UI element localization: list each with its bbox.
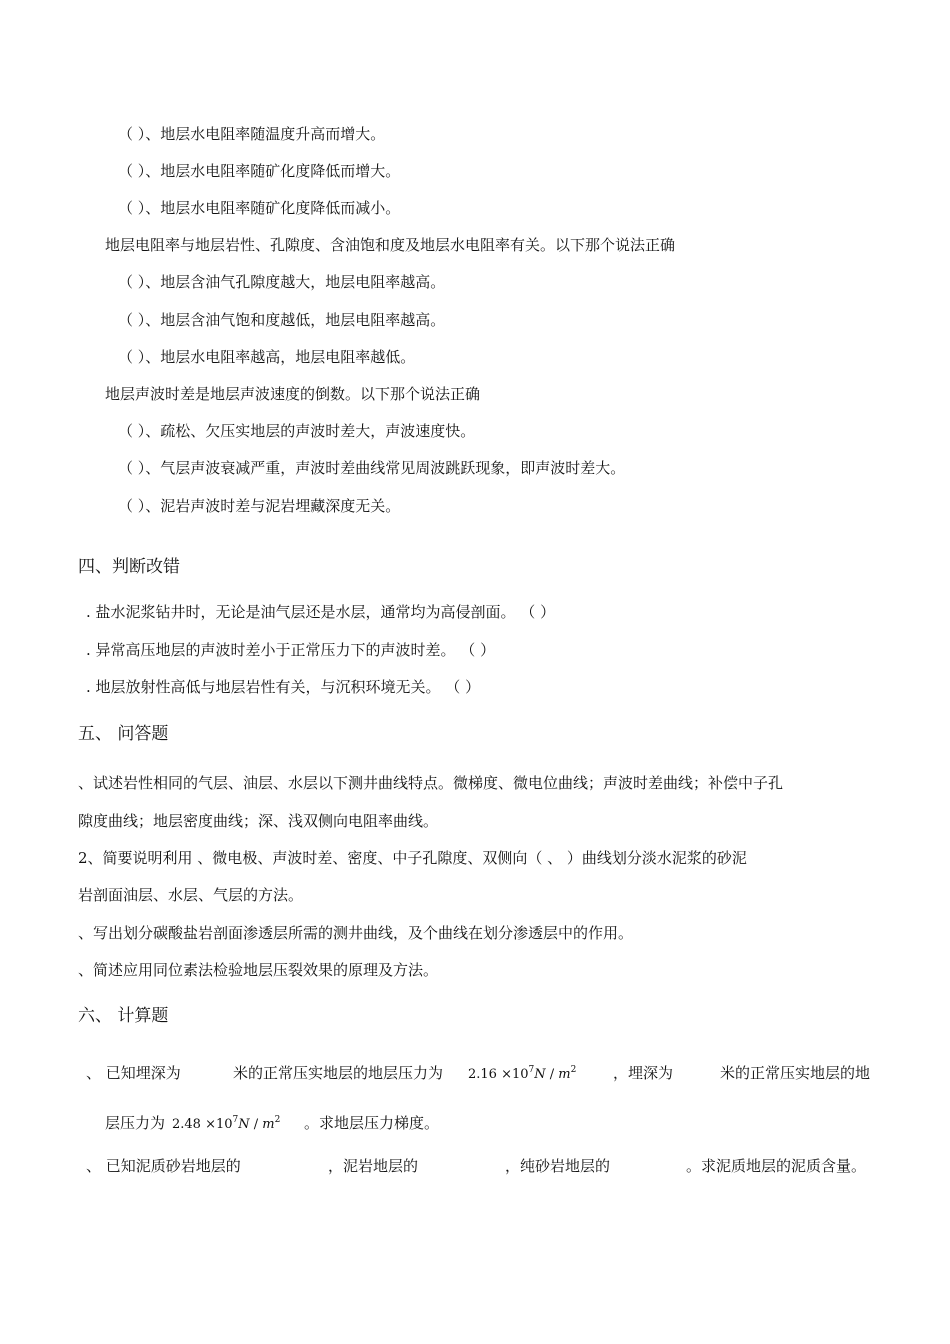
q3-option-2: （ ）、气层声波衰减严重，声波时差曲线常见周波跳跃现象，即声波时差大。 — [118, 459, 626, 477]
formula-unit-m: m — [262, 1117, 275, 1132]
calc-q2-mid1: ，泥岩地层的 — [328, 1157, 419, 1175]
q2-option-3: （ ）、地层水电阻率越高，地层电阻率越低。 — [118, 348, 416, 366]
q1-option-2: （ ）、地层水电阻率随矿化度降低而增大。 — [118, 162, 401, 180]
calc-q1-formula-2 — [172, 1113, 280, 1136]
formula-slash: / — [545, 1067, 559, 1082]
calc-q1-line2-prefix: 层压力为 — [105, 1114, 166, 1132]
section5-q4: 、简述应用同位素法检验地层压裂效果的原理及方法。 — [78, 961, 439, 979]
formula-unit-n: N — [534, 1067, 546, 1082]
calc-q1-text: 米的正常压实地层的地层压力为 — [233, 1064, 444, 1082]
section4-item-1: . 盐水泥浆钻井时，无论是油气层还是水层，通常均为高侵剖面。 （ ） — [86, 603, 556, 621]
formula-exponent-2: 2 — [570, 1065, 577, 1075]
calc-q2-mid2: ，纯砂岩地层的 — [505, 1157, 611, 1175]
calc-q2-prefix: 、 已知泥质砂岩地层的 — [86, 1157, 241, 1175]
section6-title: 六、 计算题 — [78, 1006, 169, 1026]
formula-value: 2.16 ×10 — [468, 1067, 529, 1082]
q3-option-1: （ ）、疏松、欠压实地层的声波时差大，声波速度快。 — [118, 422, 476, 440]
q1-option-3: （ ）、地层水电阻率随矿化度降低而减小。 — [118, 199, 401, 217]
formula-unit-m: m — [558, 1067, 571, 1082]
q1-option-1: （ ）、地层水电阻率随温度升高而增大。 — [118, 125, 386, 143]
q2-option-1: （ ）、地层含油气孔隙度越大，地层电阻率越高。 — [118, 273, 446, 291]
q3-stem: 地层声波时差是地层声波速度的倒数。以下那个说法正确 — [105, 385, 481, 403]
calc-q1-formula-1 — [468, 1063, 576, 1086]
calc-q1-mid3: 米的正常压实地层的地 — [720, 1064, 871, 1082]
section5-q2-line2: 岩剖面油层、水层、气层的方法。 — [78, 886, 304, 904]
section5-q1-line2: 隙度曲线；地层密度曲线；深、浅双侧向电阻率曲线。 — [78, 812, 439, 830]
section4-item-2: . 异常高压地层的声波时差小于正常压力下的声波时差。 （ ） — [86, 641, 496, 659]
calc-q2-suffix: 。求泥质地层的泥质含量。 — [686, 1157, 867, 1175]
calc-q1-mid2: ，埋深为 — [613, 1064, 674, 1082]
formula-value: 2.48 ×10 — [172, 1117, 233, 1132]
formula-unit-n: N — [238, 1117, 250, 1132]
formula-slash: / — [249, 1117, 263, 1132]
q3-option-3: （ ）、泥岩声波时差与泥岩埋藏深度无关。 — [118, 497, 401, 515]
formula-exponent: 7 — [528, 1065, 535, 1075]
section5-q3: 、写出划分碳酸盐岩剖面渗透层所需的测井曲线，及个曲线在划分渗透层中的作用。 — [78, 924, 634, 942]
section4-item-3: . 地层放射性高低与地层岩性有关，与沉积环境无关。 （ ） — [86, 678, 481, 696]
q2-stem: 地层电阻率与地层岩性、孔隙度、含油饱和度及地层水电阻率有关。以下那个说法正确 — [105, 236, 676, 254]
calc-q1-line2-suffix: 。求地层压力梯度。 — [304, 1114, 440, 1132]
formula-exponent: 7 — [232, 1115, 239, 1125]
section4-title: 四、判断改错 — [78, 557, 180, 577]
section5-title: 五、 问答题 — [78, 724, 169, 744]
section5-q1-line1: 、试述岩性相同的气层、油层、水层以下测井曲线特点。微梯度、微电位曲线；声波时差曲线；补偿中子孔 — [78, 774, 784, 792]
calc-q1-prefix: 、 已知埋深为 — [86, 1064, 181, 1082]
section5-q2-line1: 2、简要说明利用 、微电极、声波时差、密度、中子孔隙度、双侧向（ 、 ）曲线划分淡水泥浆的砂泥 — [78, 849, 747, 867]
q2-option-2: （ ）、地层含油气饱和度越低，地层电阻率越高。 — [118, 311, 446, 329]
formula-exponent-2: 2 — [274, 1115, 281, 1125]
